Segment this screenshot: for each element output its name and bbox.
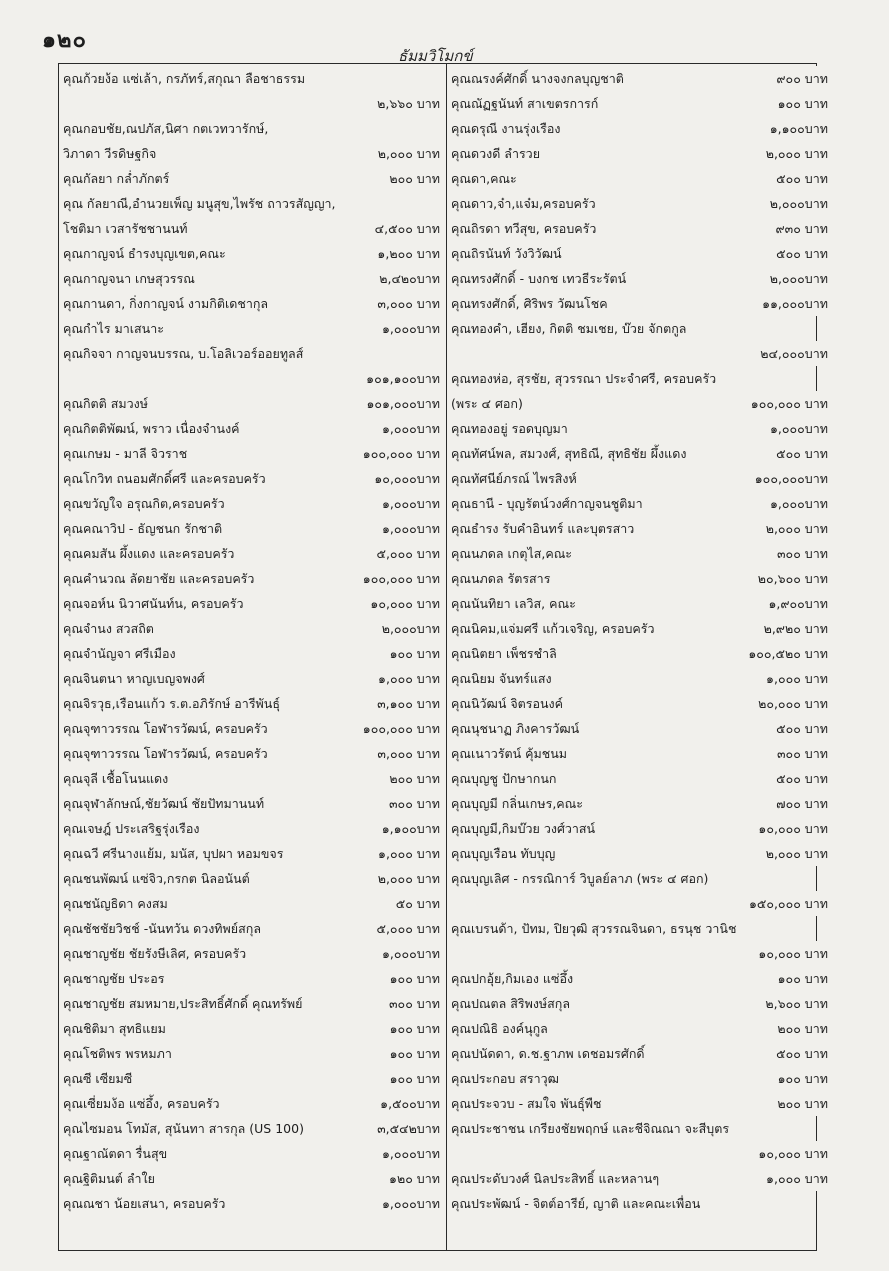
donation-amount: ๑,๐๐๐บาท xyxy=(767,491,828,516)
donor-name: คุณจอห์น นิวาศนันท์น, ครอบครัว xyxy=(63,596,244,611)
donor-row xyxy=(63,416,440,441)
donation-amount: ๒๐,๐๐๐ บาท xyxy=(755,691,828,716)
donor-row xyxy=(63,166,440,191)
donation-amount: ๕,๐๐๐ บาท xyxy=(374,916,441,941)
donor-row xyxy=(451,641,828,666)
donor-name: คุณกานดา, กิ่งกาญจน์ งามกิติเดชากุล xyxy=(63,296,269,311)
donation-amount: ๑,๐๐๐บาท xyxy=(379,516,440,541)
donation-amount: ๑,๐๐๐ บาท xyxy=(763,666,828,691)
donation-amount: ๗๐๐ บาท xyxy=(773,791,828,816)
donation-amount: ๑๐๐ บาท xyxy=(775,1066,828,1091)
donor-row xyxy=(63,691,440,716)
donor-name: คุณจุฑาวรรณ โอฬารวัฒน์, ครอบครัว xyxy=(63,746,268,761)
donor-row xyxy=(451,791,828,816)
donor-name: คุณกัลยา กล่ำภักตร์ xyxy=(63,171,170,186)
donation-amount: ๓๐๐ บาท xyxy=(386,991,440,1016)
donation-amount: ๕๐๐ บาท xyxy=(773,166,828,191)
donor-name: คุณจิรวุธ,เรือนแก้ว ร.ต.อภิรักษ์ อารีพันธุ์ xyxy=(63,696,280,711)
donor-row xyxy=(63,866,440,891)
donor-name: คุณชาญชัย ชัยรังษีเลิศ, ครอบครัว xyxy=(63,946,247,961)
donor-name: คุณเกษม - มาลี จิวราช xyxy=(63,446,188,461)
donation-amount: ๑,๐๐๐บาท xyxy=(379,316,440,341)
donor-row xyxy=(63,766,440,791)
donor-name: คุณกาญจน์ ธำรงบุญเขต,คณะ xyxy=(63,246,226,261)
donor-row xyxy=(451,716,828,741)
donation-amount: ๑,๐๐๐บาท xyxy=(767,416,828,441)
donor-name: คุณถิรนันท์ วังวิวัฒน์ xyxy=(451,246,562,261)
donor-name: คุณทองอยู่ รอดบุญมา xyxy=(451,421,568,436)
donor-row xyxy=(63,391,440,416)
donor-row xyxy=(451,741,828,766)
donation-amount: ๒,๐๐๐ บาท xyxy=(763,841,828,866)
donor-name: คุณปนัดดา, ด.ช.ฐาภพ เดชอมรศักดิ์ xyxy=(451,1046,645,1061)
donor-row xyxy=(451,766,828,791)
donor-row xyxy=(63,341,440,366)
donor-row xyxy=(63,1066,440,1091)
donation-amount: ๑๐๐,๕๒๐ บาท xyxy=(745,641,828,666)
donor-row xyxy=(63,566,440,591)
donor-name: คุณชนพัฒน์ แซ่จิว,กรกต นิลอนันต์ xyxy=(63,871,250,886)
donor-row xyxy=(63,1091,440,1116)
donation-amount: ๑,๐๐๐บาท xyxy=(379,1191,440,1216)
donor-row xyxy=(63,1141,440,1166)
donation-amount: ๑๐,๐๐๐บาท xyxy=(371,466,440,491)
donor-row xyxy=(451,866,828,891)
donor-row xyxy=(451,116,828,141)
donor-name: คุณขวัญใจ อรุณกิต,ครอบครัว xyxy=(63,496,225,511)
donation-amount: ๕๐๐ บาท xyxy=(773,716,828,741)
donor-name: คุณดวงดี ลำรวย xyxy=(451,146,541,161)
donor-row xyxy=(63,991,440,1016)
donor-row xyxy=(63,641,440,666)
donor-name: คุณทัศนีย์ภรณ์ ไพรสิงห์ xyxy=(451,471,577,486)
donation-amount: ๑,๙๐๐บาท xyxy=(765,591,828,616)
donation-amount: ๑๐,๐๐๐ บาท xyxy=(367,591,440,616)
donor-row xyxy=(63,91,440,116)
donor-row xyxy=(451,241,828,266)
donor-name: คุณประพัฒน์ - จิตต์อารีย์, ญาติ และคณะเพื่อน xyxy=(451,1196,701,1211)
donor-row xyxy=(451,191,828,216)
donor-name: คุณเบรนด้า, ปัทม, ปิยวุฒิ สุวรรณจินดา, ธรนุช วานิช xyxy=(451,921,737,936)
donation-amount: ๒๐๐ บาท xyxy=(774,1016,828,1041)
donation-amount: ๕๐๐ บาท xyxy=(773,1041,828,1066)
donor-row xyxy=(451,141,828,166)
donor-name: คุณนภดล รัตรสาร xyxy=(451,571,551,586)
donor-row xyxy=(63,841,440,866)
donor-name: คุณดาว,จ๋า,แจ๋ม,ครอบครัว xyxy=(451,196,596,211)
donor-name: คุณจินตนา หาญเบญจพงศ์ xyxy=(63,671,205,686)
donor-row xyxy=(451,516,828,541)
donor-name: คุณประจวบ - สมใจ พันธุ์พืช xyxy=(451,1096,602,1111)
donation-amount: ๕๐๐ บาท xyxy=(773,241,828,266)
donor-name: คุณทองคำ, เฮียง, กิตติ ชมเชย, บ๊วย จักตกูล xyxy=(451,321,687,336)
donation-amount: ๑๐๐,๐๐๐ บาท xyxy=(748,391,828,416)
donor-row xyxy=(63,141,440,166)
donor-row xyxy=(63,516,440,541)
donor-name: คุณธานี - บุญรัตน์วงศ์กาญจนชูติมา xyxy=(451,496,643,511)
donation-amount: ๑,๐๐๐ บาท xyxy=(375,666,440,691)
donor-name: คุณก้วยง้อ แซ่เล้า, กรภัทร์,สกุณา ลือชาธรรม xyxy=(63,71,306,86)
donation-amount: ๑๐๑,๐๐๐บาท xyxy=(363,391,440,416)
donor-name: คุณกิจจา กาญจนบรรณ, บ.โอลิเวอร์ออยทูลส์ xyxy=(63,346,304,361)
donor-row xyxy=(63,191,440,216)
donor-row xyxy=(63,116,440,141)
donor-name: คุณปณิธิ องค์นุกูล xyxy=(451,1021,548,1036)
donation-amount: ๓,๕๔๒บาท xyxy=(374,1116,440,1141)
donation-amount: ๒,๐๐๐บาท xyxy=(767,191,828,216)
donor-name: คุณคมสัน ผึ้งแดง และครอบครัว xyxy=(63,546,235,561)
donor-name: คุณเนาวรัตน์ คุ้มชนม xyxy=(451,746,568,761)
donor-row xyxy=(451,416,828,441)
donor-name: คุณนิคม,แจ่มศรี แก้วเจริญ, ครอบครัว xyxy=(451,621,655,636)
donor-row xyxy=(451,691,828,716)
donor-row xyxy=(451,841,828,866)
donation-amount: ๒๐๐ บาท xyxy=(386,766,440,791)
donor-row xyxy=(451,1166,828,1191)
donor-name: คุณบุญเรือน ทับบุญ xyxy=(451,846,556,861)
donation-amount: ๓๐๐ บาท xyxy=(386,791,440,816)
donor-row xyxy=(63,241,440,266)
donor-name: คุณธำรง รับคำอินทร์ และบุตรสาว xyxy=(451,521,635,536)
donor-row xyxy=(451,566,828,591)
donor-name: คุณจำนัญจา ศรีเมือง xyxy=(63,646,176,661)
donor-name: คุณฉวี ศรีนางแย้ม, มนัส, บุปผา หอมขจร xyxy=(63,846,284,861)
donor-row xyxy=(451,666,828,691)
donor-row xyxy=(451,466,828,491)
donor-row xyxy=(63,716,440,741)
donation-amount: ๑,๕๐๐บาท xyxy=(377,1091,440,1116)
donor-name: คุณกำไร มาเสนาะ xyxy=(63,321,164,336)
donation-amount: ๙๐๐ บาท xyxy=(773,66,828,91)
donor-name: คุณประกอบ สราวุฒ xyxy=(451,1071,559,1086)
donor-row xyxy=(451,1141,828,1166)
donor-name: คุณโกวิท ถนอมศักดิ์ศรี และครอบครัว xyxy=(63,471,266,486)
donor-name: คุณนิตยา เพ็ชรชำลิ xyxy=(451,646,557,661)
donor-row xyxy=(63,591,440,616)
donor-row xyxy=(451,216,828,241)
donor-row xyxy=(451,341,828,366)
donor-name: คุณกิตติพัฒน์, พราว เนื่องจำนงค์ xyxy=(63,421,240,436)
donor-row xyxy=(63,891,440,916)
donor-row xyxy=(63,266,440,291)
donor-row xyxy=(451,1041,828,1066)
donor-name: คุณจุลี เชื้อโนนแดง xyxy=(63,771,169,786)
donor-name: คุณกอบชัย,ณปภัส,นิศา กตเวทวารักษ์, xyxy=(63,121,269,136)
donor-name: คุณเจษฎ์ ประเสริฐรุ่งเรือง xyxy=(63,821,200,836)
donation-amount: ๑,๑๐๐บาท xyxy=(767,116,828,141)
donor-name: คุณทัศน์พล, สมวงศ์, สุทธิณี, สุทธิชัย ผึ้งแดง xyxy=(451,446,687,461)
donor-row xyxy=(63,541,440,566)
donor-name: คุณนันทิยา เลวิส, คณะ xyxy=(451,596,576,611)
donor-name: คุณฐาณัตดา รื่นสุข xyxy=(63,1146,168,1161)
donor-name: คุณชาญชัย ประอร xyxy=(63,971,165,986)
donor-name: คุณไซมอน โทมัส, สุนันทา สารกุล (US 100) xyxy=(63,1121,304,1136)
donor-row xyxy=(451,491,828,516)
donor-row xyxy=(451,1091,828,1116)
donor-name: คุณบุญชู ปักษากนก xyxy=(451,771,557,786)
donation-amount: ๑,๐๐๐บาท xyxy=(379,941,440,966)
donor-row xyxy=(451,591,828,616)
donor-row xyxy=(63,491,440,516)
donor-name: คุณทองห่อ, สุรชัย, สุวรรณา ประจำศรี, ครอบครัว xyxy=(451,371,717,386)
donation-amount: ๒,๐๐๐ บาท xyxy=(763,141,828,166)
donation-amount: ๑๐,๐๐๐ บาท xyxy=(755,1141,828,1166)
donation-amount: ๓,๑๐๐ บาท xyxy=(374,691,440,716)
donation-amount: ๑๕๐,๐๐๐ บาท xyxy=(746,891,828,916)
donation-amount: ๑,๐๐๐บาท xyxy=(379,416,440,441)
donor-row xyxy=(63,66,440,91)
donor-row xyxy=(63,791,440,816)
donation-amount: ๕๐๐ บาท xyxy=(773,766,828,791)
donor-name: คุณปณตล สิริพงษ์สกุล xyxy=(451,996,571,1011)
column-divider xyxy=(446,63,447,1251)
donation-amount: ๒,๐๐๐ บาท xyxy=(375,866,440,891)
donor-name: คุณชัชชัยวิชช์ -นันทวัน ดวงทิพย์สกุล xyxy=(63,921,261,936)
donation-amount: ๒๔,๐๐๐บาท xyxy=(757,341,828,366)
donor-row xyxy=(63,816,440,841)
donor-row xyxy=(451,441,828,466)
donor-row xyxy=(451,891,828,916)
donor-name: คุณชาญชัย สมหมาย,ประสิทธิ์ศักดิ์ คุณทรัพย์ xyxy=(63,996,303,1011)
donor-row xyxy=(451,541,828,566)
donor-row xyxy=(63,1116,440,1141)
donation-amount: ๑,๐๐๐บาท xyxy=(379,491,440,516)
donor-name: คุณทรงศักดิ์, ศิริพร วัฒนโชค xyxy=(451,296,608,311)
donation-amount: ๑๐๐ บาท xyxy=(387,1016,440,1041)
donor-name: คุณคำนวณ ลัดยาชัย และครอบครัว xyxy=(63,571,255,586)
donor-name: คุณปกอุ้ย,กิมเอง แซ่อึ้ง xyxy=(451,971,574,986)
donor-name: คุณดา,คณะ xyxy=(451,171,517,186)
donation-amount: ๕,๐๐๐ บาท xyxy=(374,541,441,566)
donor-list-left xyxy=(63,66,440,1216)
donor-row xyxy=(63,966,440,991)
donor-name: โชติมา เวสารัชชานนท์ xyxy=(63,221,188,236)
donor-row xyxy=(63,216,440,241)
donor-name: คุณชิติมา สุทธิแยม xyxy=(63,1021,166,1036)
donation-amount: ๑๐๑,๑๐๐บาท xyxy=(363,366,440,391)
donation-amount: ๑๐,๐๐๐ บาท xyxy=(755,941,828,966)
donor-name: คุณจุฑาวรรณ โอฬารวัฒน์, ครอบครัว xyxy=(63,721,268,736)
donation-amount: ๒,๐๐๐บาท xyxy=(767,266,828,291)
donor-row xyxy=(451,1116,828,1141)
donor-name: คุณคณาวิป - ธัญชนก รักชาติ xyxy=(63,521,223,536)
donor-row xyxy=(451,291,828,316)
donation-amount: ๒,๖๖๐ บาท xyxy=(374,91,440,116)
donor-row xyxy=(63,441,440,466)
donor-name: คุณบุญเลิศ - กรรณิการ์ วิบูลย์ลาภ (พระ ๔ ศอก) xyxy=(451,871,709,886)
donor-name: (พระ ๔ ศอก) xyxy=(451,396,523,411)
donor-name: คุณฐิติมนต์ ลำใย xyxy=(63,1171,155,1186)
running-title: ธัมมวิโมกข์ xyxy=(398,47,473,65)
donor-name: คุณกาญจนา เกษสุวรรณ xyxy=(63,271,195,286)
donation-amount: ๓๐๐ บาท xyxy=(774,741,828,766)
donor-row xyxy=(63,291,440,316)
donor-name: คุณดรุณี งานรุ่งเรือง xyxy=(451,121,561,136)
donation-amount: ๙๓๐ บาท xyxy=(773,216,829,241)
donor-name: คุณ กัลยาณี,อำนวยเพ็ญ มนูสุข,ไพรัช ถาวรสัญญา, xyxy=(63,196,336,211)
donor-name: คุณนภดล เกตุไส,คณะ xyxy=(451,546,573,561)
donation-amount: ๑๐๐,๐๐๐บาท xyxy=(752,466,828,491)
donation-amount: ๒,๐๐๐ บาท xyxy=(375,141,440,166)
donor-name: คุณนุชนาฏ ภิงคารวัฒน์ xyxy=(451,721,580,736)
donation-amount: ๑,๑๐๐บาท xyxy=(379,816,440,841)
donor-row xyxy=(451,166,828,191)
donor-row xyxy=(63,741,440,766)
donor-name: คุณณัฏฐนันท์ สาเขตรการก์ xyxy=(451,96,599,111)
donation-amount: ๕๐๐ บาท xyxy=(773,441,828,466)
donor-row xyxy=(451,91,828,116)
donation-amount: ๑,๐๐๐บาท xyxy=(379,1141,440,1166)
donor-name: คุณจำนง สวสถิต xyxy=(63,621,154,636)
donation-amount: ๓,๐๐๐ บาท xyxy=(374,741,440,766)
donor-name: วิภาดา วีรดิษฐกิจ xyxy=(63,146,157,161)
donor-row xyxy=(451,391,828,416)
donation-amount: ๓๐๐ บาท xyxy=(774,541,828,566)
donor-row xyxy=(451,966,828,991)
donor-name: คุณณรงค์ศักดิ์ นางจงกลบุญชาติ xyxy=(451,71,624,86)
donation-amount: ๒๐,๖๐๐ บาท xyxy=(755,566,828,591)
donor-name: คุณถิรดา ทวีสุข, ครอบครัว xyxy=(451,221,597,236)
donation-amount: ๑๐๐ บาท xyxy=(387,1066,440,1091)
donor-row xyxy=(451,366,828,391)
donor-row xyxy=(451,266,828,291)
donor-name: คุณประชาชน เกรียงชัยพฤกษ์ และชีจิณณา จะสีบุตร xyxy=(451,1121,730,1136)
donor-row xyxy=(451,1191,828,1216)
donation-amount: ๑๐๐,๐๐๐ บาท xyxy=(360,716,440,741)
donation-amount: ๑๐๐ บาท xyxy=(387,1041,440,1066)
donor-name: คุณณชา น้อยเสนา, ครอบครัว xyxy=(63,1196,226,1211)
donation-amount: ๒,๐๐๐ บาท xyxy=(763,516,828,541)
donor-name: คุณจุฬาลักษณ์,ชัยวัฒน์ ชัยปัทมานนท์ xyxy=(63,796,265,811)
donor-name: คุณชนัญธิดา คงสม xyxy=(63,896,168,911)
donor-row xyxy=(63,366,440,391)
donor-name: คุณนิยม จันทร์แสง xyxy=(451,671,552,686)
donor-name: คุณนิวัฒน์ จิตรอนงค์ xyxy=(451,696,564,711)
donation-amount: ๑,๐๐๐ บาท xyxy=(763,1166,828,1191)
donor-name: คุณประดับวงศ์ นิลประสิทธิ์ และหลานๆ xyxy=(451,1171,660,1186)
donor-name: คุณทรงศักดิ์ - บงกช เทวธีระรัตน์ xyxy=(451,271,627,286)
donation-amount: ๒,๖๐๐ บาท xyxy=(762,991,828,1016)
donation-amount: ๑๐๐,๐๐๐ บาท xyxy=(360,441,440,466)
donation-amount: ๑๐๐ บาท xyxy=(387,966,440,991)
donor-name: คุณบุญมี กลิ่นเกษร,คณะ xyxy=(451,796,583,811)
donation-amount: ๑,๐๐๐ บาท xyxy=(375,841,440,866)
donor-row xyxy=(451,316,828,341)
donation-amount: ๑๑,๐๐๐บาท xyxy=(759,291,828,316)
donation-amount: ๒,๔๒๐บาท xyxy=(376,266,440,291)
donation-amount: ๒๐๐ บาท xyxy=(774,1091,828,1116)
page-number: ๑๒๐ xyxy=(42,28,87,53)
donor-row xyxy=(451,816,828,841)
donor-name: คุณบุญมี,กิมบ๊วย วงศ์วาสน์ xyxy=(451,821,596,836)
donation-amount: ๑๐๐ บาท xyxy=(387,641,440,666)
donor-row xyxy=(451,1066,828,1091)
donor-row xyxy=(451,916,828,941)
donor-row xyxy=(63,941,440,966)
donation-amount: ๑๐๐ บาท xyxy=(775,91,828,116)
donation-amount: ๑๐๐ บาท xyxy=(775,966,828,991)
donor-row xyxy=(63,1166,440,1191)
donation-amount: ๕๐ บาท xyxy=(393,891,440,916)
donation-amount: ๔,๕๐๐ บาท xyxy=(372,216,440,241)
donor-row xyxy=(451,1016,828,1041)
donation-amount: ๑๐,๐๐๐ บาท xyxy=(755,816,828,841)
donor-name: คุณกิตติ สมวงษ์ xyxy=(63,396,148,411)
donation-amount: ๓,๐๐๐ บาท xyxy=(374,291,440,316)
donor-list-right xyxy=(451,66,828,1216)
donor-row xyxy=(451,66,828,91)
donation-amount: ๑๐๐,๐๐๐ บาท xyxy=(360,566,440,591)
donation-amount: ๒,๐๐๐บาท xyxy=(379,616,440,641)
donation-amount: ๑๒๐ บาท xyxy=(386,1166,440,1191)
donor-row xyxy=(63,466,440,491)
donor-row xyxy=(451,991,828,1016)
donor-name: คุณเซี่ยมง้อ แซ่อึ้ง, ครอบครัว xyxy=(63,1096,220,1111)
donation-amount: ๑,๒๐๐ บาท xyxy=(374,241,440,266)
donor-row xyxy=(63,666,440,691)
donor-row xyxy=(63,916,440,941)
donation-amount: ๒๐๐ บาท xyxy=(386,166,440,191)
donor-row xyxy=(63,316,440,341)
donor-row xyxy=(451,616,828,641)
donor-row xyxy=(63,1041,440,1066)
donation-amount: ๒,๙๒๐ บาท xyxy=(761,616,828,641)
donor-row xyxy=(63,616,440,641)
donor-name: คุณซี เซียมซี xyxy=(63,1071,133,1086)
donor-row xyxy=(63,1191,440,1216)
donor-name: คุณโชติพร พรหมภา xyxy=(63,1046,172,1061)
donor-row xyxy=(451,941,828,966)
donor-row xyxy=(63,1016,440,1041)
